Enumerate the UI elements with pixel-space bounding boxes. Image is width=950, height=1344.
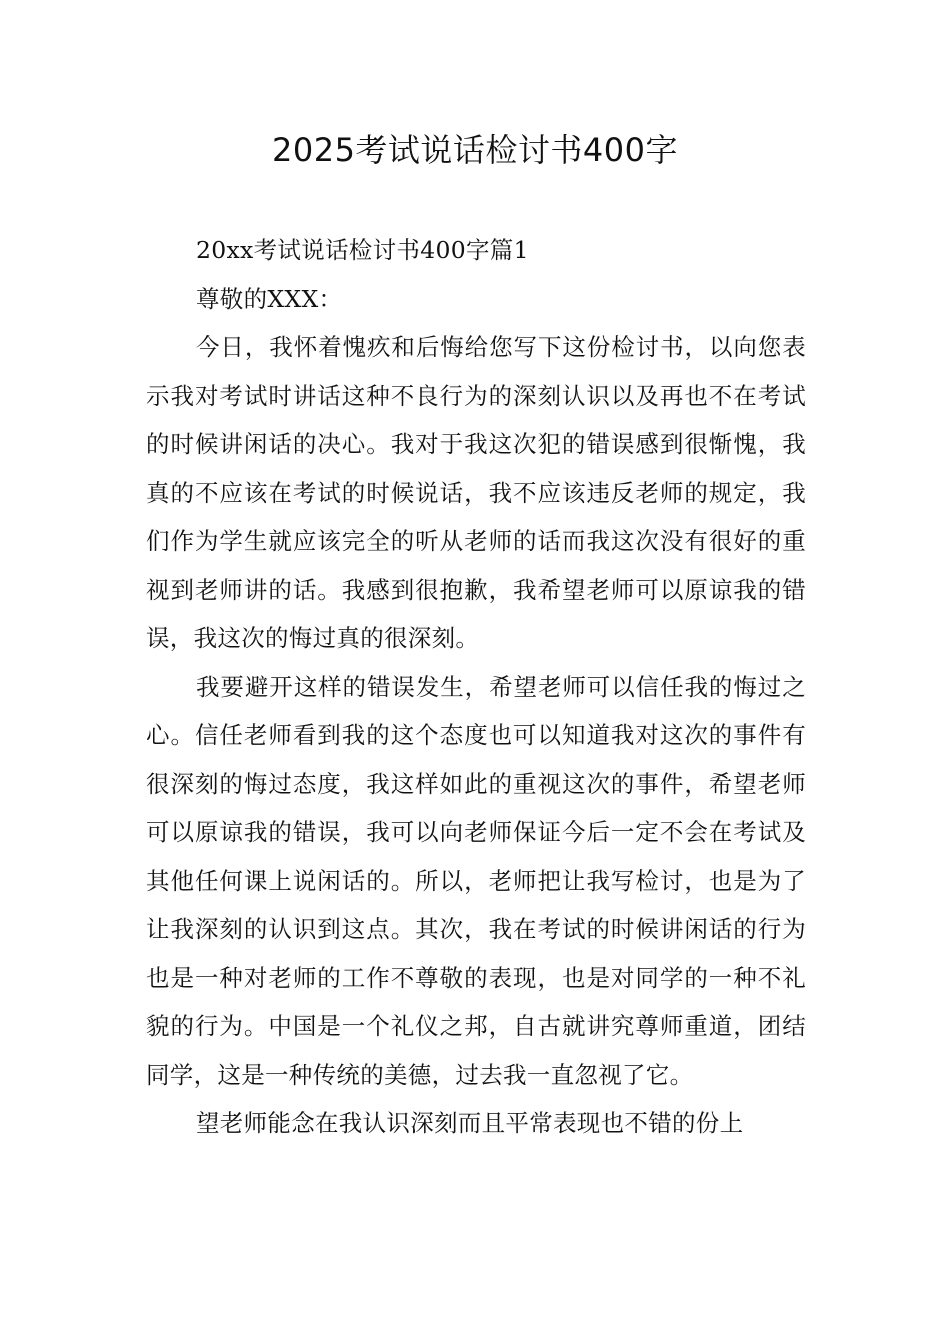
body-paragraph: 今日，我怀着愧疚和后悔给您写下这份检讨书，以向您表示我对考试时讲话这种不良行为的深刻认识以及再也不在考试的时候讲闲话的决心。我对于我这次犯的错误感到很惭愧，我真的不应该在考试的时候说话，我不应该违反老师的规定，我们作为学生就应该完全的听从老师的话而我这次没有很好的重视到老师讲的话。我感到很抱歉，我希望老师可以原谅我的错误，我这次的悔过真的很深刻。 (146, 333, 806, 652)
body-paragraph: 我要避开这样的错误发生，希望老师可以信任我的悔过之心。信任老师看到我的这个态度也可以知道我对这次的事件有很深刻的悔过态度，我这样如此的重视这次的事件，希望老师可以原谅我的错误，我可以向老师保证今后一定不会在考试及其他任何课上说闲话的。所以，老师把让我写检讨，也是为了让我深刻的认识到这点。其次，我在考试的时候讲闲话的行为也是一种对老师的工作不尊敬的表现，也是对同学的一种不礼貌的行为。中国是一个礼仪之邦，自古就讲究尊师重道，团结同学，这是一种传统的美德，过去我一直忽视了它。 (146, 672, 806, 1089)
document-body (146, 226, 806, 1148)
salutation: 尊敬的XXX： (196, 284, 343, 313)
section-heading: 20xx考试说话检讨书400字篇1 (196, 236, 529, 264)
document-title: 2025考试说话检讨书400字 (271, 131, 679, 169)
body-paragraph: 望老师能念在我认识深刻而且平常表现也不错的份上 (196, 1109, 744, 1137)
